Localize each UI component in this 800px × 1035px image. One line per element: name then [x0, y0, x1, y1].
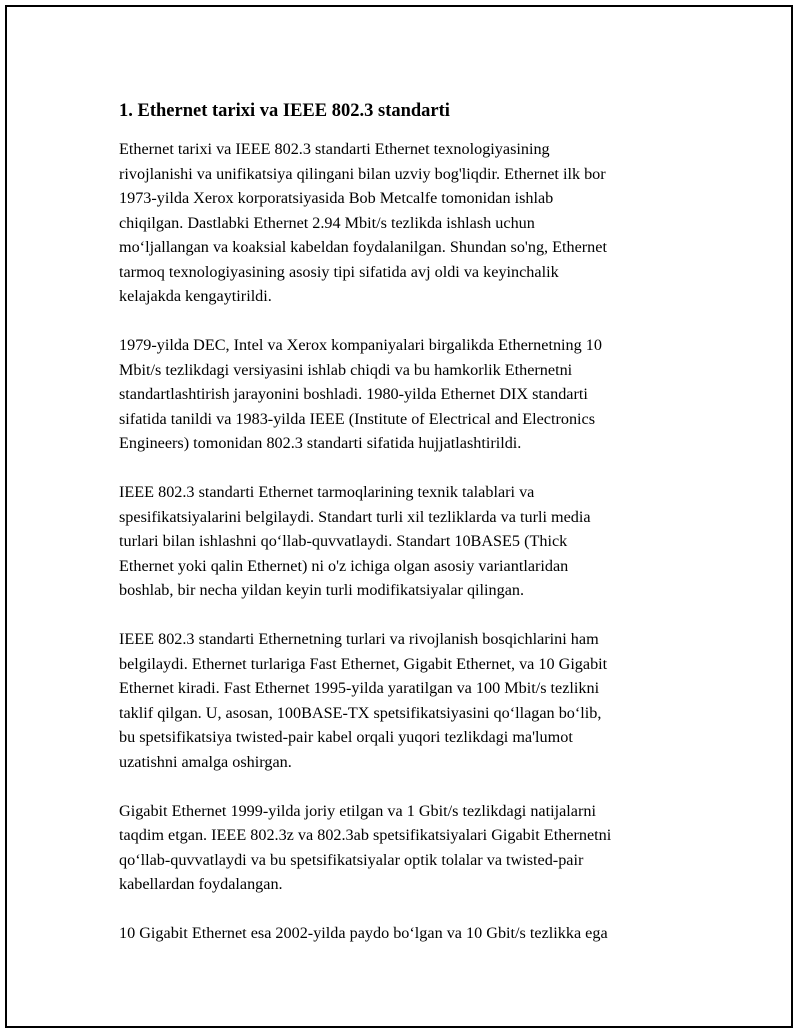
paragraph-6 — [119, 921, 699, 946]
paragraph-line: 10 Gigabit Ethernet esa 2002-yilda paydo boʻlgan va 10 Gbit/s tezlikka ega — [119, 924, 608, 942]
paragraph-1 — [119, 137, 699, 309]
paragraph-line: tarmoq texnologiyasining asosiy tipi sifatida avj oldi va keyinchalik — [119, 262, 559, 281]
paragraph-line: rivojlanishi va unifikatsiya qilingani bilan uzviy bog'liqdir. Ethernet ilk bor — [119, 164, 606, 183]
paragraph-line: uzatishni amalga oshirgan. — [119, 752, 292, 771]
paragraph-line: 1979-yilda DEC, Intel va Xerox kompaniyalari birgalikda Ethernetning 10 — [119, 336, 602, 354]
paragraph-line: standartlashtirish jarayonini boshladi. 1980-yilda Ethernet DIX standarti — [119, 385, 588, 403]
document-body — [119, 97, 699, 970]
paragraph-list — [119, 137, 699, 946]
paragraph-line: spesifikatsiyalarini belgilaydi. Standart turli xil tezliklarda va turli media — [119, 507, 591, 526]
paragraph-line: IEEE 802.3 standarti Ethernetning turlari va rivojlanish bosqichlarini ham — [119, 630, 599, 648]
paragraph-line: Ethernet kiradi. Fast Ethernet 1995-yilda yaratilgan va 100 Mbit/s tezlikni — [119, 679, 600, 697]
paragraph-line: Ethernet tarixi va IEEE 802.3 standarti Ethernet texnologiyasining — [119, 140, 550, 158]
paragraph-line: chiqilgan. Dastlabki Ethernet 2.94 Mbit/s tezlikda ishlash uchun — [119, 213, 535, 232]
paragraph-line: belgilaydi. Ethernet turlariga Fast Ethernet, Gigabit Ethernet, va 10 Gigabit — [119, 654, 608, 673]
paragraph-2 — [119, 333, 699, 456]
paragraph-3 — [119, 480, 699, 603]
paragraph-line: Engineers) tomonidan 802.3 standarti sifatida hujjatlashtirildi. — [119, 434, 522, 452]
paragraph-line: taklif qilgan. U, asosan, 100BASE-TX spetsifikatsiyasini qoʻllagan boʻlib, — [119, 703, 602, 722]
paragraph-line: kelajakda kengaytirildi. — [119, 287, 272, 305]
section-heading: 1. Ethernet tarixi va IEEE 802.3 standarti — [119, 101, 450, 121]
page-frame — [5, 5, 793, 1028]
paragraph-line: 1973-yilda Xerox korporatsiyasida Bob Metcalfe tomonidan ishlab — [119, 189, 554, 207]
paragraph-5 — [119, 799, 699, 897]
paragraph-line: Gigabit Ethernet 1999-yilda joriy etilgan va 1 Gbit/s tezlikdagi natijalarni — [119, 801, 596, 820]
paragraph-line: IEEE 802.3 standarti Ethernet tarmoqlarining texnik talablari va — [119, 483, 535, 501]
paragraph-line: Mbit/s tezlikdagi versiyasini ishlab chiqdi va bu hamkorlik Ethernetni — [119, 360, 573, 379]
paragraph-line: taqdim etgan. IEEE 802.3z va 802.3ab spetsifikatsiyalari Gigabit Ethernetni — [119, 826, 612, 844]
paragraph-line: sifatida tanildi va 1983-yilda IEEE (Institute of Electrical and Electronics — [119, 409, 596, 428]
paragraph-line: kabellardan foydalangan. — [119, 875, 283, 893]
paragraph-line: Ethernet yoki qalin Ethernet) ni o'z ichiga olgan asosiy variantlaridan — [119, 556, 569, 575]
paragraph-line: qoʻllab-quvvatlaydi va bu spetsifikatsiyalar optik tolalar va twisted-pair — [119, 850, 584, 869]
paragraph-line: bu spetsifikatsiya twisted-pair kabel orqali yuqori tezlikdagi ma'lumot — [119, 728, 573, 746]
paragraph-line: moʻljallangan va koaksial kabeldan foydalanilgan. Shundan so'ng, Ethernet — [119, 238, 607, 256]
paragraph-4 — [119, 627, 699, 774]
paragraph-line: turlari bilan ishlashni qoʻllab-quvvatlaydi. Standart 10BASE5 (Thick — [119, 532, 568, 550]
paragraph-line: boshlab, bir necha yildan keyin turli modifikatsiyalar qilingan. — [119, 581, 525, 599]
